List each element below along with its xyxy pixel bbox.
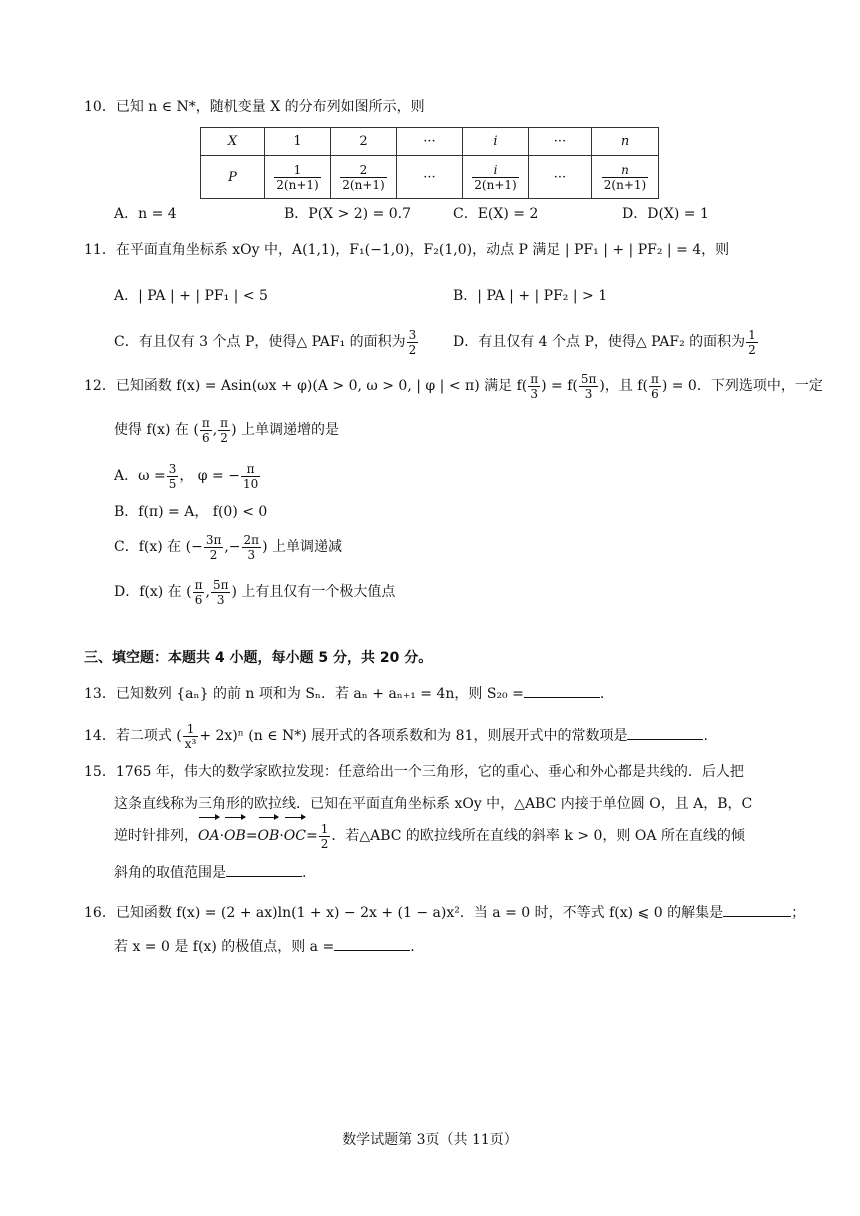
q11-option-c	[114, 326, 419, 358]
q11-option-b: B．| PA | + | PF₂ | > 1	[453, 288, 608, 304]
fraction	[407, 328, 419, 357]
frac-den: 2	[748, 342, 756, 357]
option-text: ) 上有且仅有一个极大值点	[231, 584, 396, 600]
question-text: .	[410, 939, 415, 955]
question-text: 使得 f(x) 在 (	[114, 422, 199, 438]
answer-blank	[723, 902, 791, 917]
option-text: C．f(x) 在 (−	[114, 539, 203, 555]
equals-sign: =	[245, 828, 258, 844]
q12-stem-line2	[114, 414, 339, 446]
frac-den: 6	[194, 592, 203, 607]
frac-num: 2	[340, 163, 386, 178]
q15-line1	[84, 762, 744, 782]
question-number: 11．	[84, 242, 116, 258]
q11-stem	[84, 240, 729, 260]
frac-den: 2(n+1)	[603, 177, 647, 192]
frac-den: x³	[184, 736, 197, 751]
frac-num: 5π	[212, 577, 229, 592]
fraction	[319, 822, 331, 851]
question-number: 10．	[84, 99, 116, 115]
frac-den: 6	[201, 430, 210, 445]
vector-oc: OC	[284, 820, 306, 852]
q10-option-a: A．n = 4	[114, 206, 177, 222]
fraction	[528, 372, 540, 401]
q10-stem	[84, 97, 425, 117]
question-text: 已知数列 {aₙ} 的前 n 项和为 Sₙ．若 aₙ + aₙ₊₁ = 4n，则 S₂₀ =	[115, 686, 524, 702]
q14	[84, 720, 708, 752]
frac-num: 1	[320, 821, 329, 836]
question-text: ,	[212, 422, 218, 438]
section-heading: 三、填空题：本题共 4 小题，每小题 5 分，共 20 分。	[84, 650, 433, 666]
table-cell: P	[201, 156, 265, 199]
fraction	[649, 372, 661, 401]
table-cell: ···	[397, 156, 463, 199]
table-cell	[265, 156, 331, 199]
q15-line4	[114, 862, 306, 883]
fraction	[218, 416, 230, 445]
frac-num: π	[530, 371, 539, 386]
table-cell: ···	[397, 128, 463, 156]
fraction	[579, 372, 599, 401]
dot-operator: ·	[219, 828, 225, 844]
table-cell: 2	[331, 128, 397, 156]
question-text: .	[302, 865, 307, 881]
q11-option-d	[453, 326, 759, 358]
question-text: ) = f(	[541, 378, 578, 394]
question-text: ．若△ABC 的欧拉线所在直线的斜率 k > 0，则 OA 所在直线的倾	[331, 828, 745, 844]
question-number: 15．	[84, 764, 116, 780]
question-number: 13．	[84, 686, 116, 702]
fraction	[183, 722, 199, 751]
frac-num: π	[650, 371, 659, 386]
question-text: 已知函数 f(x) = Asin(ωx + φ)(A > 0, ω > 0, | φ | < π) 满足 f(	[115, 378, 528, 394]
q15-line3	[114, 820, 745, 852]
table-cell: X	[201, 128, 265, 156]
question-text: )，且 f(	[599, 378, 648, 394]
question-text: 1765 年，伟大的数学家欧拉发现：任意给出一个三角形，它的重心、垂心和外心都是共线的．后人把	[115, 764, 744, 780]
frac-den: 3	[216, 592, 225, 607]
option-text: ) 上单调递减	[262, 539, 342, 555]
frac-den: 3	[584, 386, 593, 401]
frac-den: 10	[242, 476, 259, 491]
question-text: 已知函数 f(x) = (2 + ax)ln(1 + x) − 2x + (1 − a)x²．当 a = 0 时，不等式 f(x) ⩽ 0 的解集是	[115, 905, 724, 921]
frac-num: 1	[274, 163, 320, 178]
option-text: C．有且仅有 3 个点 P，使得△ PAF₁ 的面积为	[114, 334, 406, 350]
question-text: 若 x = 0 是 f(x) 的极值点，则 a =	[114, 939, 335, 955]
frac-den: 3	[530, 386, 538, 401]
question-text: .	[703, 728, 708, 744]
question-text: ) 上单调递增的是	[231, 422, 339, 438]
answer-blank	[334, 936, 410, 951]
frac-num: π	[194, 577, 203, 592]
table-cell	[463, 156, 529, 199]
question-number: 16．	[84, 905, 116, 921]
frac-num: 3	[408, 327, 417, 342]
frac-den: 2	[320, 836, 329, 851]
fraction	[242, 533, 262, 562]
fraction	[167, 462, 179, 491]
table-cell: ···	[529, 128, 592, 156]
dot-operator: ·	[279, 828, 284, 844]
distribution-table	[200, 127, 659, 199]
frac-den: 5	[168, 476, 177, 491]
frac-num: π	[201, 415, 210, 430]
option-text: D．有且仅有 4 个点 P，使得△ PAF₂ 的面积为	[453, 334, 746, 350]
frac-den: 2	[209, 547, 218, 562]
table-cell: 1	[265, 128, 331, 156]
question-text: 若二项式 (	[115, 728, 182, 744]
frac-num: n	[602, 163, 648, 178]
frac-den: 6	[651, 386, 659, 401]
table-cell	[331, 156, 397, 199]
answer-blank	[627, 725, 703, 740]
q10-option-d: D．D(X) = 1	[622, 206, 709, 222]
table-row	[201, 156, 659, 199]
question-text: 斜角的取值范围是	[114, 865, 226, 881]
q12-option-c	[114, 531, 342, 563]
fraction	[204, 533, 224, 562]
vector-oa: OA	[198, 820, 220, 852]
table-cell: n	[592, 128, 659, 156]
q16-line2	[114, 936, 415, 957]
frac-num: π	[241, 462, 260, 477]
option-text: A．ω =	[114, 468, 166, 484]
q10-option-c: C．E(X) = 2	[453, 206, 539, 222]
q12-option-d	[114, 576, 395, 608]
frac-den: 2(n+1)	[474, 177, 517, 192]
q15-line2: 这条直线称为三角形的欧拉线．已知在平面直角坐标系 xOy 中，△ABC 内接于单位圆 O，且 A，B，C	[114, 796, 753, 812]
question-text: ；	[791, 905, 806, 921]
frac-num: 5π	[580, 371, 597, 386]
answer-blank	[226, 862, 302, 877]
question-text: .	[599, 686, 605, 702]
frac-num: 2π	[243, 532, 260, 547]
table-cell: i	[463, 128, 529, 156]
vector-ob: OB	[258, 820, 280, 852]
option-text: ， φ = −	[179, 468, 240, 484]
fraction	[193, 578, 205, 607]
option-text: D．f(x) 在 (	[114, 584, 192, 600]
frac-den: 3	[247, 547, 256, 562]
frac-num: 1	[183, 722, 199, 737]
fraction	[200, 416, 212, 445]
frac-den: 2(n+1)	[276, 177, 319, 192]
question-text: 已知 n ∈ N*，随机变量 X 的分布列如图所示，则	[115, 99, 425, 115]
option-text: ,−	[224, 539, 241, 555]
frac-num: i	[472, 163, 518, 178]
question-number: 14．	[84, 728, 116, 744]
frac-num: 3π	[205, 532, 222, 547]
question-text: 逆时针排列，	[114, 828, 198, 844]
page-footer: 数学试题第 3页（共 11页）	[342, 1132, 518, 1148]
vector-ob: OB	[224, 820, 246, 852]
question-text: 在平面直角坐标系 xOy 中，A(1,1)，F₁(−1,0)，F₂(1,0)，动点 P 满足 | PF₁ | + | PF₂ | = 4，则	[115, 242, 730, 258]
answer-blank	[524, 683, 600, 698]
option-text: ,	[205, 584, 210, 600]
frac-num: 3	[168, 461, 177, 476]
table-cell: ···	[529, 156, 592, 199]
frac-num: π	[220, 415, 229, 430]
frac-num: 1	[748, 327, 756, 342]
fraction	[211, 578, 231, 607]
table-row	[201, 128, 659, 156]
frac-den: 2	[408, 342, 417, 357]
table-cell	[592, 156, 659, 199]
fraction	[746, 328, 758, 357]
fraction	[241, 462, 260, 491]
q12-stem	[84, 370, 823, 402]
question-text: + 2x)ⁿ (n ∈ N*) 展开式的各项系数和为 81，则展开式中的常数项是	[199, 728, 628, 744]
question-text: ) = 0．下列选项中，一定	[661, 378, 823, 394]
q16-line1	[84, 902, 805, 923]
equals-sign: =	[305, 828, 318, 844]
q10-option-b: B．P(X > 2) = 0.7	[284, 206, 412, 222]
q12-option-b: B．f(π) = A， f(0) < 0	[114, 504, 268, 520]
q11-option-a: A．| PA | + | PF₁ | < 5	[114, 288, 268, 304]
q13	[84, 683, 604, 704]
q12-option-a	[114, 460, 261, 492]
frac-den: 2	[220, 430, 228, 445]
question-number: 12．	[84, 378, 116, 394]
frac-den: 2(n+1)	[342, 177, 385, 192]
